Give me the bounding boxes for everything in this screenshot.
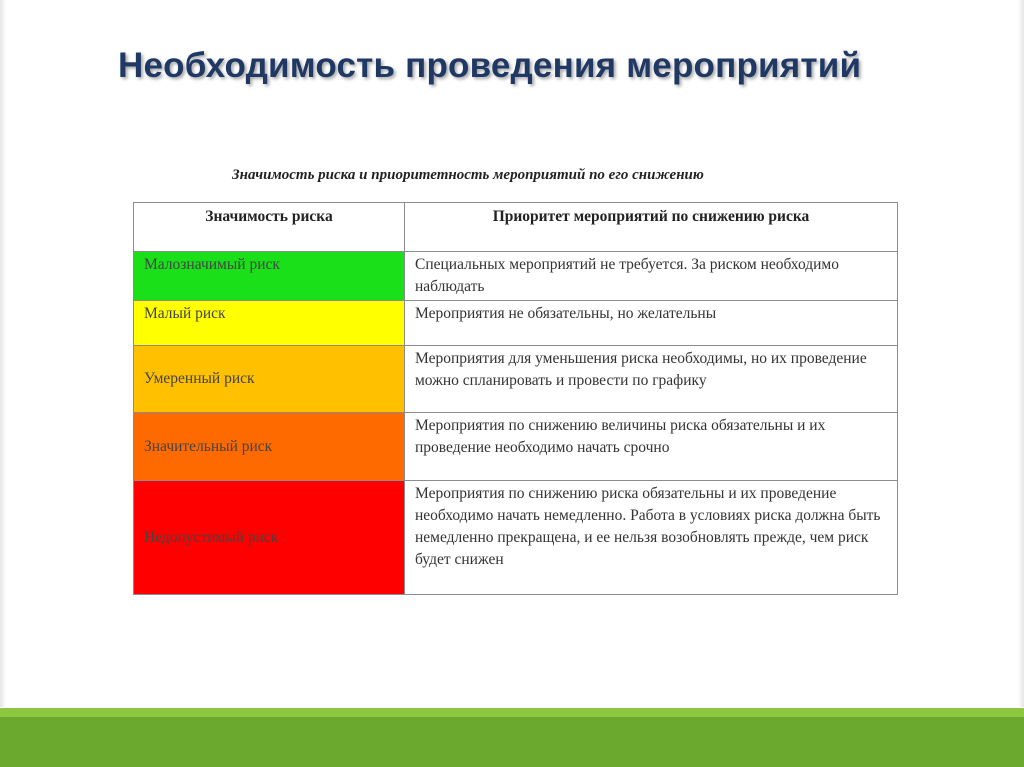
- priority-cell: Мероприятия по снижению величины риска обязательны и их проведение необходимо начать срочно: [405, 413, 898, 481]
- slide-edge-left: [0, 0, 6, 707]
- slide-edge-right: [1018, 0, 1024, 707]
- table-row: [134, 481, 898, 595]
- table-caption: Значимость риска и приоритетность мероприятий по его снижению: [232, 167, 704, 183]
- risk-level-cell: Недопустимый риск: [134, 481, 405, 595]
- footer-accent-stripe: [0, 708, 1024, 717]
- priority-cell: Мероприятия для уменьшения риска необходимы, но их проведение можно спланировать и провести по графику: [405, 346, 898, 413]
- risk-level-cell: Значительный риск: [134, 413, 405, 481]
- table-row: [134, 252, 898, 301]
- slide-title: Необходимость проведения мероприятий: [118, 46, 862, 85]
- table-row: [134, 346, 898, 413]
- table-row: [134, 301, 898, 346]
- priority-cell: Мероприятия не обязательны, но желательны: [405, 301, 898, 346]
- table-header-row: [134, 203, 898, 252]
- footer-band: [0, 717, 1024, 767]
- table-row: [134, 413, 898, 481]
- risk-level-cell: Малый риск: [134, 301, 405, 346]
- risk-table: [133, 202, 898, 595]
- priority-cell: Мероприятия по снижению риска обязательны и их проведение необходимо начать немедленно. Работа в условиях риска должна быть немедленно прекращена, и ее нельзя возобновлять прежде, чем риск будет снижен: [405, 481, 898, 595]
- risk-level-cell: Малозначимый риск: [134, 252, 405, 301]
- header-priority: Приоритет мероприятий по снижению риска: [405, 203, 898, 252]
- risk-level-cell: Умеренный риск: [134, 346, 405, 413]
- header-risk-significance: Значимость риска: [134, 203, 405, 252]
- priority-cell: Специальных мероприятий не требуется. За риском необходимо наблюдать: [405, 252, 898, 301]
